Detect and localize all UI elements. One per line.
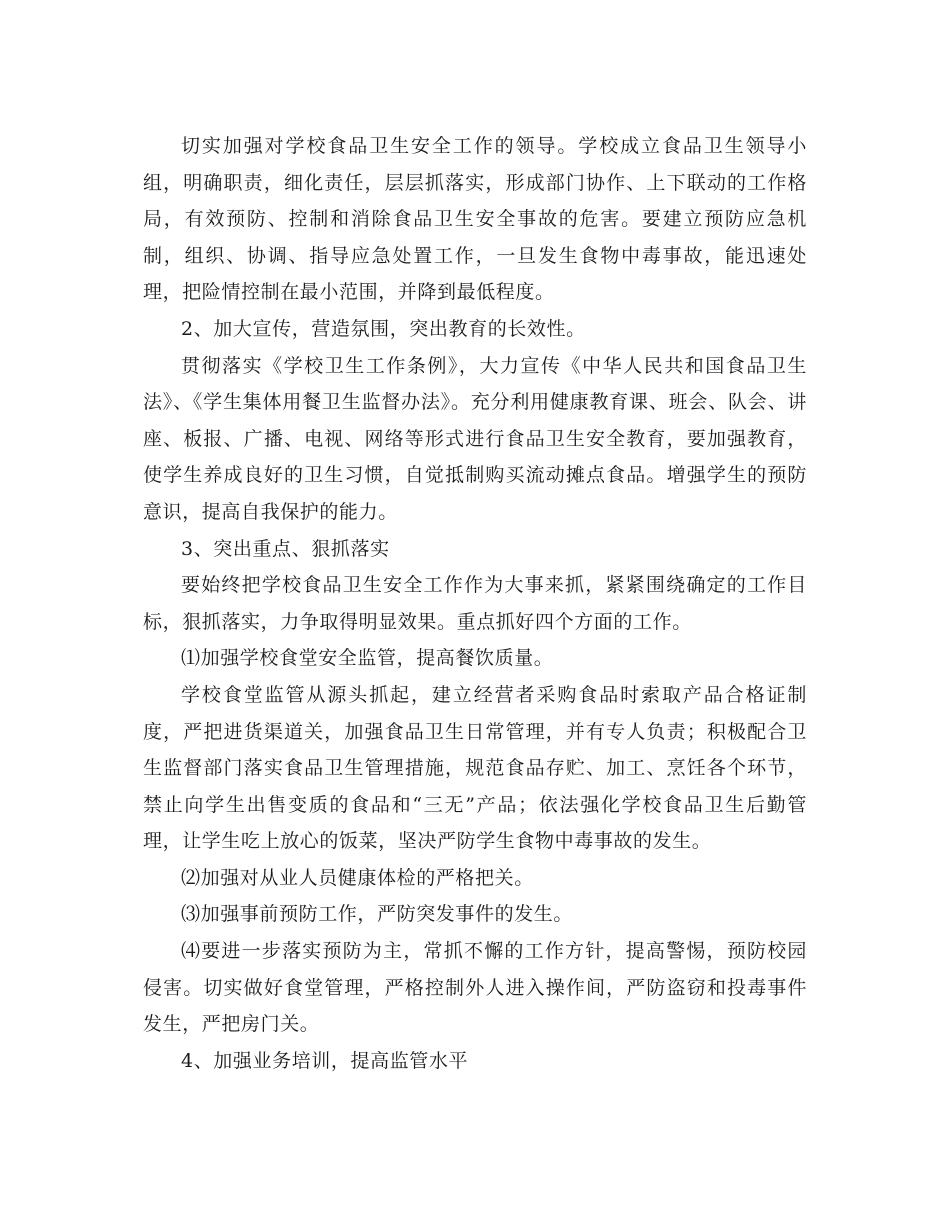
item-prevention: ⑶加强事前预防工作，严防突发事件的发生。 — [181, 903, 574, 926]
paragraph-key-points: 要始终把学校食品卫生安全工作作为大事来抓，紧紧围绕确定的工作目标，狠抓落实，力争取得明显效果。重点抓好四个方面的工作。 — [143, 574, 807, 633]
heading-key-points: 3、突出重点、狠抓落实 — [181, 537, 390, 560]
item-health-checks: ⑵加强对从业人员健康体检的严格把关。 — [181, 866, 534, 889]
item-canteen-supervision: ⑴加强学校食堂安全监管，提高餐饮质量。 — [181, 647, 554, 670]
heading-training: 4、加强业务培训，提高监管水平 — [181, 1049, 469, 1072]
heading-publicity: 2、加大宣传，营造氛围，突出教育的长效性。 — [181, 317, 586, 340]
paragraph-canteen-supervision: 学校食堂监管从源头抓起，建立经营者采购食品时索取产品合格证制度，严把进货渠道关，加强食品卫生日常管理，并有专人负责；积极配合卫生监督部门落实食品卫生管理措施，规范食品存贮、加工、烹饪各个环节，禁止向学生出售变质的食品和“三无”产品；依法强化学校食品卫生后勤管理，让学生吃上放心的饭菜，坚决严防学生食物中毒事故的发生。 — [143, 683, 807, 853]
paragraph-leadership: 切实加强对学校食品卫生安全工作的领导。学校成立食品卫生领导小组，明确职责，细化责任，层层抓落实，形成部门协作、上下联动的工作格局，有效预防、控制和消除食品卫生安全事故的危害。要建立预防应急机制，组织、协调、指导应急处置工作，一旦发生食物中毒事故，能迅速处理，把险情控制在最小范围，并降到最低程度。 — [143, 135, 807, 304]
paragraph-publicity: 贯彻落实《学校卫生工作条例》，大力宣传《中华人民共和国食品卫生法》、《学生集体用餐卫生监督办法》。充分利用健康教育课、班会、队会、讲座、板报、广播、电视、网络等形式进行食品卫生安全教育，要加强教育，使学生养成良好的卫生习惯，自觉抵制购买流动摊点食品。增强学生的预防意识，提高自我保护的能力。 — [143, 354, 807, 523]
document-body — [143, 128, 807, 1079]
item-prevention-policy: ⑷要进一步落实预防为主，常抓不懈的工作方针，提高警惕，预防校园侵害。切实做好食堂管理，严格控制外人进入操作间，严防盗窃和投毒事件发生，严把房门关。 — [143, 940, 807, 1036]
